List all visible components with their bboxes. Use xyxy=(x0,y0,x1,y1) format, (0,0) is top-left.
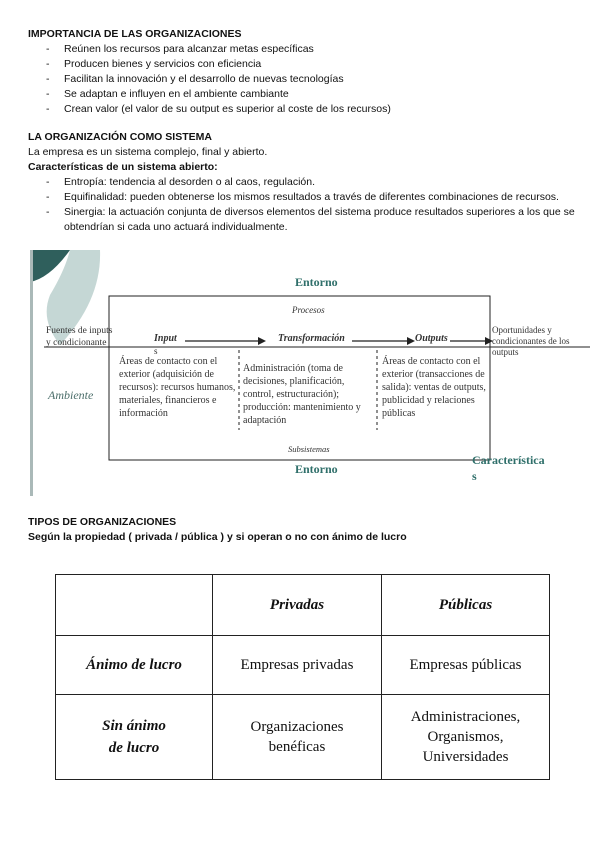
diagram-col-outputs: Áreas de contacto con el exterior (transacciones de salida): ventas de outputs, publicidad y relaciones públicas xyxy=(382,356,486,419)
system-title: LA ORGANIZACIÓN COMO SISTEMA xyxy=(28,131,212,143)
row-label-line: de lucro xyxy=(108,740,160,756)
list-item: - Equifinalidad: pueden obtenerse los mismos resultados a través de diferentes combinaciones de recursos. xyxy=(28,190,588,205)
types-table xyxy=(55,574,550,780)
list-item: - Producen bienes y servicios con eficiencia xyxy=(28,57,588,72)
diagram-subsistemas: Subsistemas xyxy=(288,444,330,454)
diagram-input-tail: s xyxy=(154,346,158,356)
diagram-ambiente: Ambiente xyxy=(48,388,94,402)
table-cell: Empresas privadas xyxy=(213,636,382,695)
system-list xyxy=(28,175,588,235)
system-diagram xyxy=(30,250,600,500)
system-intro: La empresa es un sistema complejo, final y abierto. xyxy=(28,146,268,158)
table-cell: Empresas públicas xyxy=(382,636,550,695)
system-subtitle: Características de un sistema abierto: xyxy=(28,161,218,173)
cell-line: Universidades xyxy=(422,749,509,765)
importance-list xyxy=(28,42,588,117)
types-section xyxy=(28,515,588,545)
arrow-head-icon xyxy=(258,337,266,345)
diagram-col-transformation: Administración (toma de decisiones, planificación, control, estructuración); producción: mantenimiento y adaptación xyxy=(243,363,361,426)
list-item: - Facilitan la innovación y el desarrollo de nuevas tecnologías xyxy=(28,72,588,87)
diagram-caracteristicas: Característica xyxy=(472,453,545,467)
types-title: TIPOS DE ORGANIZACIONES xyxy=(28,516,177,528)
diagram-outputs-label: Outputs xyxy=(415,333,448,344)
list-item: - Reúnen los recursos para alcanzar metas específicas xyxy=(28,42,588,57)
table-cell xyxy=(382,695,550,780)
importance-section xyxy=(28,27,588,117)
cell-line: Administraciones, xyxy=(410,709,521,725)
table-header-publicas: Públicas xyxy=(382,575,550,636)
table-row-label: Ánimo de lucro xyxy=(56,636,213,695)
table-cell-empty xyxy=(56,575,213,636)
table-row xyxy=(56,695,550,780)
list-item: - Se adaptan e influyen en el ambiente cambiante xyxy=(28,87,588,102)
diagram-input-label: Input xyxy=(154,333,177,344)
table-row xyxy=(56,575,550,636)
diagram-col-input: Áreas de contacto con el exterior (adquisición de recursos): recursos humanos, materiales, financieros e información xyxy=(119,356,236,419)
diagram-oportunidades: Oportunidades y condicionantes de los outputs xyxy=(492,325,570,357)
table-cell xyxy=(213,695,382,780)
diagram-caracteristicas-tail: s xyxy=(472,469,477,483)
row-label-line: Sin ánimo xyxy=(102,718,166,734)
cell-line: Organismos, xyxy=(427,729,504,745)
arrow-head-icon xyxy=(407,337,415,345)
table-row-label xyxy=(56,695,213,780)
cell-line: benéficas xyxy=(268,739,326,755)
diagram-procesos: Procesos xyxy=(292,305,325,315)
list-item: - Entropía: tendencia al desorden o al caos, regulación. xyxy=(28,175,588,190)
diagram-entorno-top: Entorno xyxy=(295,275,338,289)
diagram-transformacion-label: Transformación xyxy=(278,333,345,344)
decorative-left-bar xyxy=(30,250,33,496)
diagram-entorno-bottom: Entorno xyxy=(295,462,338,476)
list-item: - Sinergia: la actuación conjunta de diversos elementos del sistema produce resultados superiores a los que se obtendrían si cada uno actuará individualmente. xyxy=(28,205,588,235)
diagram-fuentes: Fuentes de inputs y condicionante xyxy=(46,326,113,348)
table-header-privadas: Privadas xyxy=(213,575,382,636)
cell-line: Organizaciones xyxy=(250,719,344,735)
importance-title: IMPORTANCIA DE LAS ORGANIZACIONES xyxy=(28,28,242,40)
list-item: - Crean valor (el valor de su output es superior al coste de los recursos) xyxy=(28,102,588,117)
system-section xyxy=(28,130,588,235)
table-row xyxy=(56,636,550,695)
types-subtitle: Según la propiedad ( privada / pública ) y si operan o no con ánimo de lucro xyxy=(28,531,407,543)
